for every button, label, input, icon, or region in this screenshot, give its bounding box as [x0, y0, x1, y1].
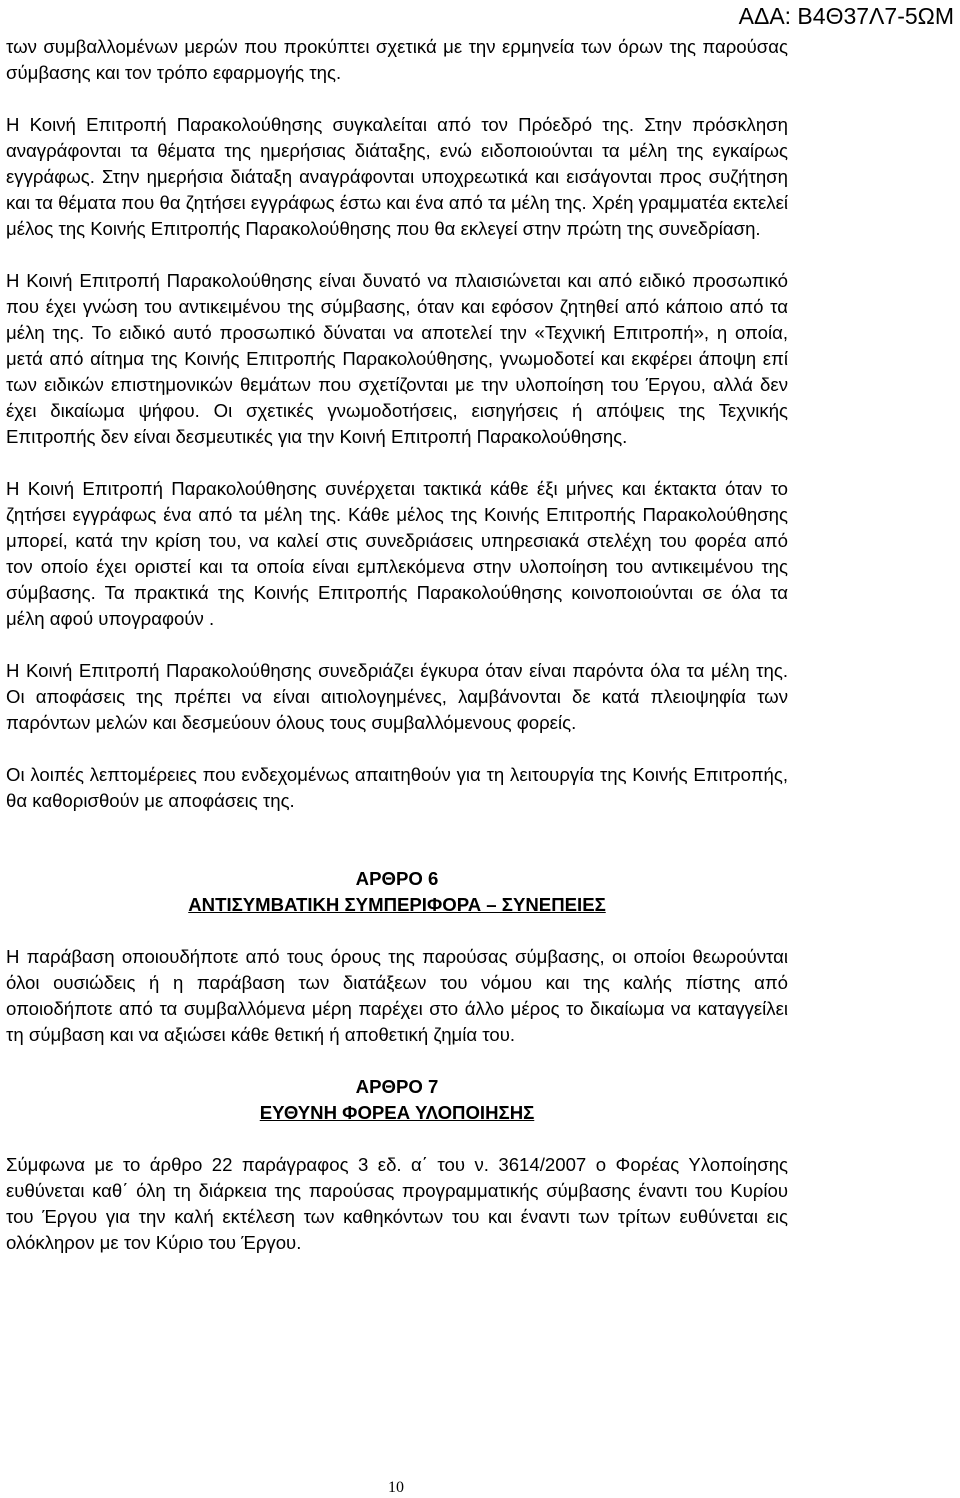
article-7-text: Σύμφωνα με το άρθρο 22 παράγραφος 3 εδ. α΄ του ν. 3614/2007 ο Φορέας Υλοποίησης ευθύνεται καθ΄ όλη τη διάρκεια της παρούσας προγραμματικής σύμβασης έναντι του Κυρίου του Έργου για την καλή εκτέλεση των καθηκόντων του και έναντι των τρίτων ευθύνεται εις ολόκληρον με τον Κύριο του Έργου. — [6, 1154, 788, 1253]
paragraph-technical-committee: Η Κοινή Επιτροπή Παρακολούθησης είναι δυνατό να πλαισιώνεται και από ειδικό προσωπικό που έχει γνώση του αντικειμένου της σύμβασης, όταν και εφόσον ζητηθεί από κάποιο από τα μέλη της. Το ειδικό αυτό προσωπικό δύναται να αποτελεί την «Τεχνική Επιτροπή», η οποία, μετά από αίτημα της Κοινής Επιτροπής Παρακολούθησης, γνωμοδοτεί και εκφέρει άποψη επί των ειδικών επιστημονικών θεμάτων που σχετίζονται με την υλοποίηση του Έργου, αλλά δεν έχει δικαίωμα ψήφου. Οι σχετικές γνωμοδοτήσεις, εισηγήσεις ή απόψεις της Τεχνικής Επιτροπής δεν είναι δεσμευτικές για την Κοινή Επιτροπή Παρακολούθησης. — [6, 270, 788, 447]
paragraph-quorum: Η Κοινή Επιτροπή Παρακολούθησης συνεδριάζει έγκυρα όταν είναι παρόντα όλα τα μέλη της. Οι αποφάσεις της πρέπει να είναι αιτιολογημένες, λαμβάνονται δε κατά πλειοψηφία των παρόντων μελών και δεσμεύουν όλους τους συμβαλλόμενους φορείς. — [6, 660, 788, 733]
paragraph-continuation: των συμβαλλομένων μερών που προκύπτει σχετικά με την ερμηνεία των όρων της παρούσας σύμβασης και τον τρόπο εφαρμογής της. — [6, 36, 788, 83]
article-6-number: ΑΡΘΡΟ 6 — [355, 868, 439, 889]
page-number: 10 — [388, 1479, 404, 1496]
article-7-title: ΕΥΘΥΝΗ ΦΟΡΕΑ ΥΛΟΠΟΙΗΣΗΣ — [259, 1102, 535, 1123]
ada-code: ΑΔΑ: Β4Θ37Λ7-5ΩΜ — [738, 3, 954, 29]
paragraph-convening: Η Κοινή Επιτροπή Παρακολούθησης συγκαλείται από τον Πρόεδρό της. Στην πρόσκληση αναγράφονται τα θέματα της ημερήσιας διάταξης, ενώ ειδοποιούνται τα μέλη της εγκαίρως εγγράφως. Στην ημερήσια διάταξη αναγράφονται υποχρεωτικά και εισάγονται προς συζήτηση και τα θέματα που θα ζητήσει εγγράφως έστω και ένα από τα μέλη της. Χρέη γραμματέα εκτελεί μέλος της Κοινής Επιτροπής Παρακολούθησης που θα εκλεγεί στην πρώτη της συνεδρίαση. — [6, 114, 788, 239]
article-6-heading — [6, 866, 788, 918]
paragraph-meetings: Η Κοινή Επιτροπή Παρακολούθησης συνέρχεται τακτικά κάθε έξι μήνες και έκτακτα όταν το ζητήσει εγγράφως ένα από τα μέλη της. Κάθε μέλος της Κοινής Επιτροπής Παρακολούθησης μπορεί, κατά την κρίση του, να καλεί στις συνεδριάσεις υπηρεσιακά στελέχη του φορέα από τον οποίο έχει οριστεί και τα οποία είναι εμπλεκόμενα στην υλοποίηση του αντικειμένου της σύμβασης. Τα πρακτικά της Κοινής Επιτροπής Παρακολούθησης κοινοποιούνται σε όλα τα μέλη αφού υπογραφούν . — [6, 478, 788, 629]
article-7-heading — [6, 1074, 788, 1126]
article-7-number: ΑΡΘΡΟ 7 — [355, 1076, 439, 1097]
article-6-text: Η παράβαση οποιουδήποτε από τους όρους της παρούσας σύμβασης, οι οποίοι θεωρούνται όλοι ουσιώδεις ή η παράβαση των διατάξεων του νόμου και της καλής πίστης από οποιοδήποτε από τα συμβαλλόμενα μέρη παρέχει στο άλλο μέρος το δικαίωμα να καταγγείλει τη σύμβαση και να αξιώσει κάθε θετική ή αποθετική ζημία του. — [6, 946, 788, 1045]
document-body — [6, 34, 788, 1256]
article-6-title: ΑΝΤΙΣΥΜΒΑΤΙΚΗ ΣΥΜΠΕΡΙΦΟΡΑ – ΣΥΝΕΠΕΙΕΣ — [188, 894, 606, 915]
paragraph-other-details: Οι λοιπές λεπτομέρειες που ενδεχομένως απαιτηθούν για τη λειτουργία της Κοινής Επιτροπής, θα καθορισθούν με αποφάσεις της. — [6, 764, 788, 811]
